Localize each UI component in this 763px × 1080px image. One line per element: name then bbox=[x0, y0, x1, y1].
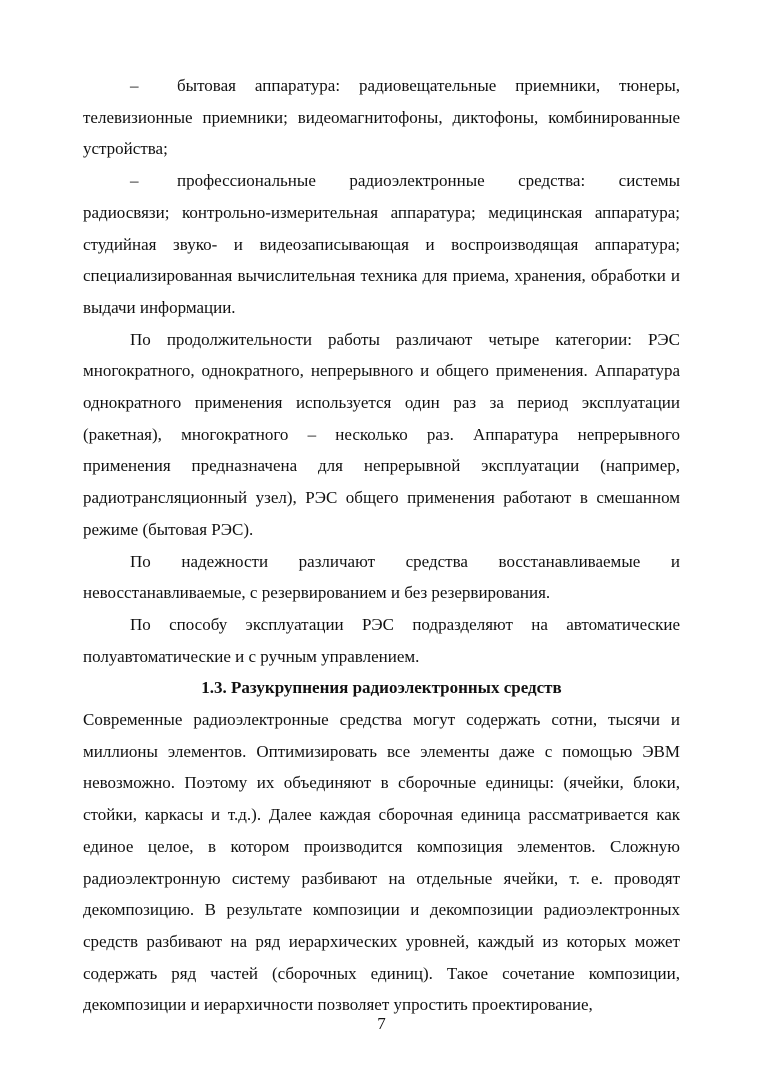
list-item-text: бытовая аппаратура: радиовещательные приемники, тюнеры, телевизионные приемники; видеомагнитофоны, диктофоны, комбинированные устройства; bbox=[83, 76, 680, 159]
page-number: 7 bbox=[377, 1014, 386, 1033]
list-item-household-equipment bbox=[83, 70, 680, 165]
section-heading: 1.3. Разукрупнения радиоэлектронных средств bbox=[201, 678, 562, 698]
paragraph-duration-categories: По продолжительности работы различают четыре категории: РЭС многократного, однократного, непрерывного и общего применения. Аппаратура однократного применения используется один раз за период эксплуатации (ракетная), многократного – несколько раз. Аппаратура непрерывного применения предназначена для непрерывной эксплуатации (например, радиотрансляционный узел), РЭС общего применения работают в смешанном режиме (бытовая РЭС). bbox=[83, 329, 680, 539]
paragraph-decomposition: Современные радиоэлектронные средства могут содержать сотни, тысячи и миллионы элементов. Оптимизировать все элементы даже с помощью ЭВМ невозможно. Поэтому их объединяют в сборочные единицы: (ячейки, блоки, стойки, каркасы и т.д.). Далее каждая сборочная единица рассматривается как единое целое, в котором производится композиция элементов. Сложную радиоэлектронную систему разбивают на отдельные ячейки, т. е. проводят декомпозицию. В результате композиции и декомпозиции радиоэлектронных средств разбивают на ряд иерархических уровней, каждый из которых может содержать ряд частей (сборочных единиц). Такое сочетание композиции, декомпозиции и иерархичности позволяет упростить проектирование, bbox=[83, 710, 680, 1015]
list-item-professional-equipment bbox=[83, 165, 680, 324]
dash-marker: – bbox=[130, 76, 139, 95]
dash-marker: – bbox=[130, 171, 139, 191]
text-column bbox=[83, 70, 680, 1021]
paragraph-reliability: По надежности различают средства восстанавливаемые и невосстанавливаемые, с резервированием и без резервирования. bbox=[83, 551, 680, 603]
paragraph-operation-mode: По способу эксплуатации РЭС подразделяют на автоматические полуавтоматические и с ручным управлением. bbox=[83, 614, 680, 666]
list-item-text: профессиональные радиоэлектронные средства: системы радиосвязи; контрольно-измерительная аппаратура; медицинская аппаратура; студийная звуко- и видеозаписывающая и воспроизводящая аппаратура; специализированная вычислительная техника для приема, хранения, обработки и выдачи информации. bbox=[83, 171, 680, 317]
